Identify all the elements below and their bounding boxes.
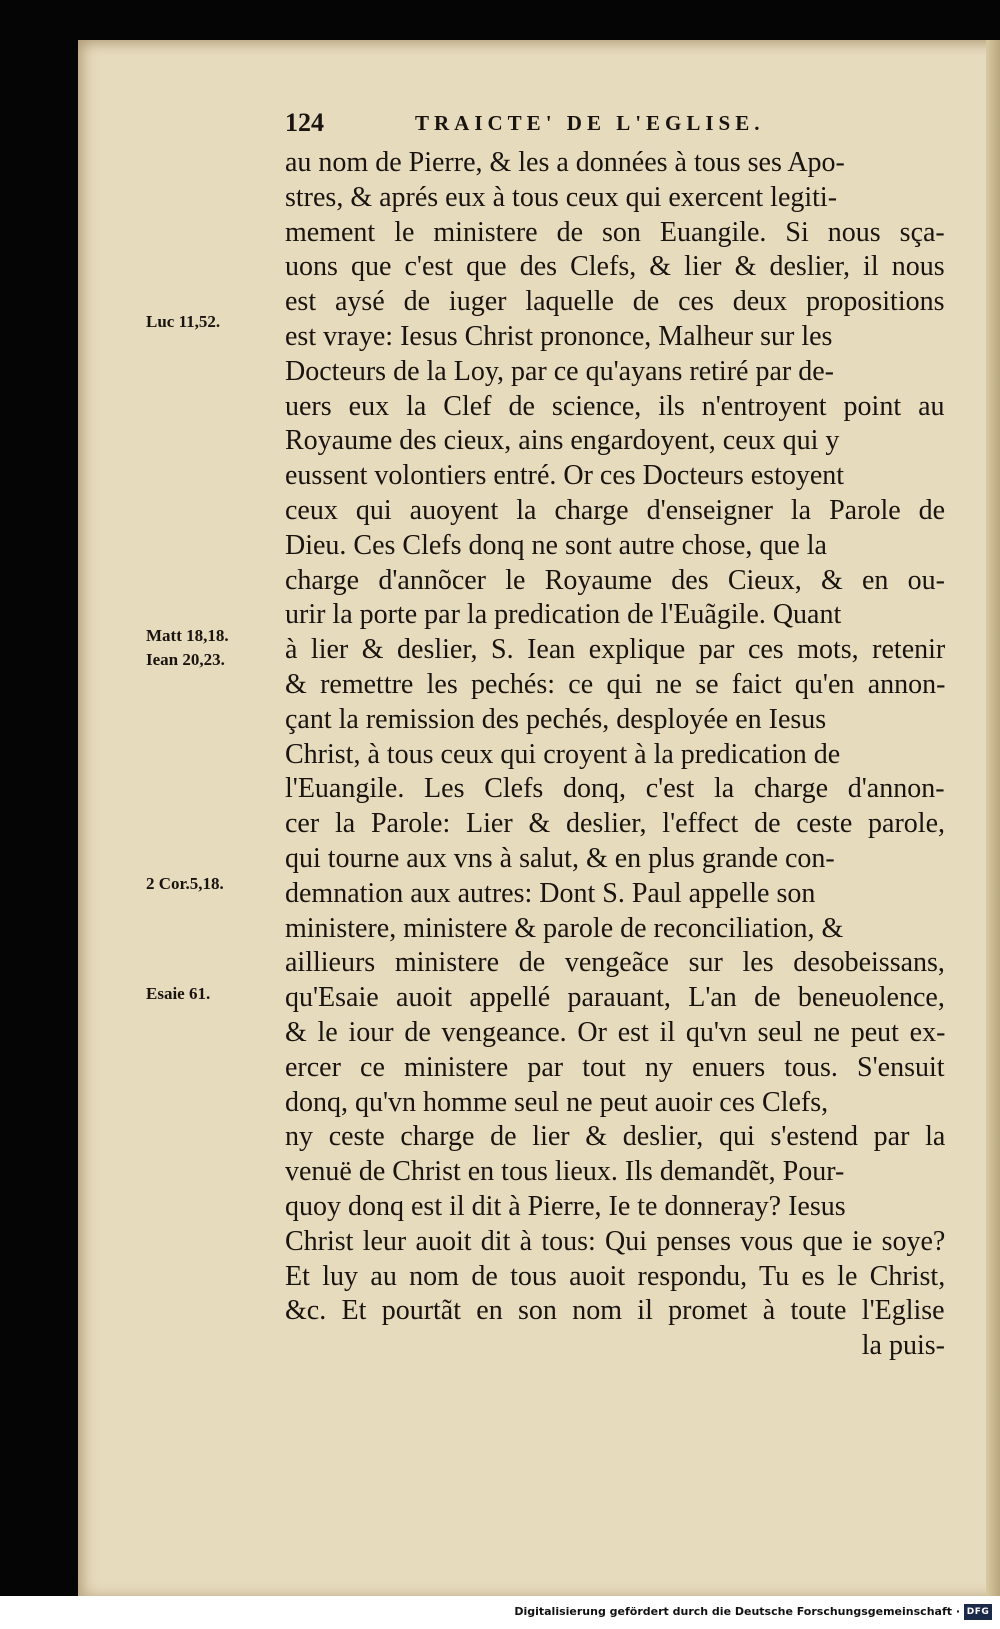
text-line: ny ceste charge de lier & deslier, qui s'estend par la — [285, 1121, 946, 1152]
text-line: & le iour de vengeance. Or est il qu'vn seul ne peut ex- — [285, 1017, 946, 1048]
text-line: Docteurs de la Loy, par ce qu'ayans retiré par de- — [285, 356, 834, 387]
margin-notes — [146, 0, 276, 1629]
text-line: Et luy au nom de tous auoit respondu, Tu es le Christ, — [285, 1261, 946, 1292]
margin-note: 2 Cor.5,18. — [146, 874, 224, 893]
text-line: au nom de Pierre, & les a données à tous ses Apo- — [285, 147, 845, 178]
text-line: est aysé de iuger laquelle de ces deux propositions — [285, 286, 945, 317]
text-line: qui tourne aux vns à salut, & en plus grande con- — [285, 843, 835, 874]
text-line: venuë de Christ en tous lieux. Ils demandẽt, Pour- — [285, 1156, 845, 1187]
text-line: uons que c'est que des Clefs, & lier & deslier, il nous — [285, 251, 945, 282]
dfg-logo-icon: DFG — [964, 1604, 992, 1620]
text-line: &c. Et pourtãt en son nom il promet à toute l'Eglise — [285, 1295, 945, 1326]
text-line: stres, & aprés eux à tous ceux qui exercent legiti- — [285, 182, 838, 213]
text-line: charge d'annõcer le Royaume des Cieux, & en ou- — [285, 565, 946, 596]
text-line: Royaume des cieux, ains engardoyent, ceux qui y — [285, 425, 840, 456]
page-number: 124 — [285, 108, 324, 137]
text-line: ministere, ministere & parole de reconciliation, & — [285, 913, 844, 944]
text-line: Dieu. Ces Clefs donq ne sont autre chose, que la — [285, 530, 827, 561]
footer-bar — [0, 1596, 1000, 1629]
page-gutter — [986, 40, 1000, 1596]
text-line: quoy donq est il dit à Pierre, Ie te donneray? Iesus — [285, 1191, 846, 1222]
text-line: uers eux la Clef de science, ils n'entroyent point au — [285, 391, 945, 422]
text-line: aillieurs ministere de vengeãce sur les desobeissans, — [285, 947, 945, 978]
text-line: à lier & deslier, S. Iean explique par ces mots, retenir — [285, 634, 946, 665]
text-line: donq, qu'vn homme seul ne peut auoir ces Clefs, — [285, 1087, 829, 1118]
text-line: mement le ministere de son Euangile. Si nous sça- — [285, 217, 945, 248]
text-line: urir la porte par la predication de l'Euãgile. Quant — [285, 599, 842, 630]
text-line: demnation aux autres: Dont S. Paul appelle son — [285, 878, 816, 909]
text-line: & remettre les pechés: ce qui ne se faict qu'en annon- — [285, 669, 946, 700]
text-line: Christ, à tous ceux qui croyent à la predication de — [285, 739, 841, 770]
page-header — [285, 108, 845, 138]
margin-note: Matt 18,18. — [146, 626, 229, 645]
running-title: TRAICTE' DE L'EGLISE. — [415, 111, 765, 135]
text-line: cer la Parole: Lier & deslier, l'effect de ceste parole, — [285, 808, 945, 839]
margin-note: Iean 20,23. — [146, 650, 225, 669]
margin-note: Esaie 61. — [146, 984, 211, 1003]
text-line: est vraye: Iesus Christ prononce, Malheur sur les — [285, 321, 833, 352]
text-line: ercer ce ministere par tout ny enuers tous. S'ensuit — [285, 1052, 945, 1083]
text-line: çant la remission des pechés, desployée en Iesus — [285, 704, 827, 735]
margin-note: Luc 11,52. — [146, 312, 221, 331]
text-line: qu'Esaie auoit appellé parauant, L'an de beneuolence, — [285, 982, 945, 1013]
funding-credit: Digitalisierung gefördert durch die Deutsche Forschungsgemeinschaft · — [514, 1605, 960, 1618]
text-line: ceux qui auoyent la charge d'enseigner la Parole de — [285, 495, 946, 526]
catchword: la puis- — [861, 1330, 945, 1361]
text-line: eussent volontiers entré. Or ces Docteurs estoyent — [285, 460, 845, 491]
text-line: l'Euangile. Les Clefs donq, c'est la charge d'annon- — [285, 773, 945, 804]
text-line: Christ leur auoit dit à tous: Qui penses vous que ie soye? — [285, 1226, 946, 1257]
